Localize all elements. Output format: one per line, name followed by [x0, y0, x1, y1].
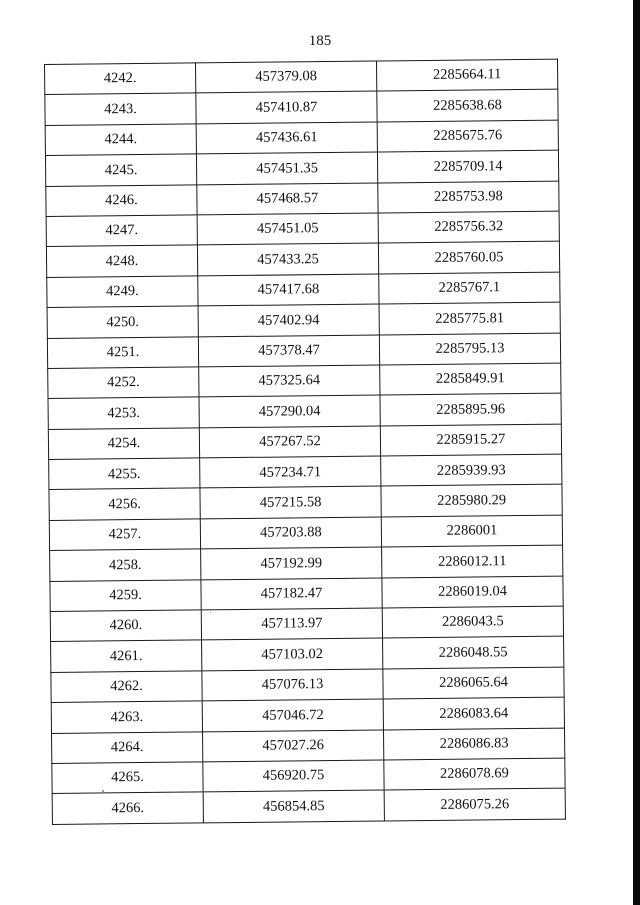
x-coordinate-cell: 457182.47 [201, 578, 382, 610]
y-coordinate-cell: 2286065.64 [383, 667, 564, 699]
x-coordinate-cell: 457451.35 [196, 152, 377, 184]
point-number-cell: 4246. [46, 184, 197, 216]
point-number-cell: 4264. [52, 731, 203, 763]
y-coordinate-cell: 2285980.29 [381, 485, 562, 517]
x-coordinate-cell: 457290.04 [199, 395, 380, 427]
y-coordinate-cell: 2286043.5 [382, 606, 563, 638]
coordinate-table-body [45, 59, 566, 824]
point-number-cell: 4259. [50, 580, 201, 612]
scan-speck [102, 790, 104, 792]
y-coordinate-cell: 2285915.27 [380, 424, 561, 456]
point-number-cell: 4245. [45, 154, 196, 186]
point-number-cell: 4255. [49, 458, 200, 490]
point-number-cell: 4251. [47, 336, 198, 368]
scan-edge [633, 0, 640, 905]
point-number-cell: 4252. [48, 367, 199, 399]
y-coordinate-cell: 2286075.26 [384, 788, 565, 820]
x-coordinate-cell: 457468.57 [197, 183, 378, 215]
point-number-cell: 4248. [46, 245, 197, 277]
y-coordinate-cell: 2285638.68 [377, 90, 558, 122]
y-coordinate-cell: 2285756.32 [378, 211, 559, 243]
y-coordinate-cell: 2285675.76 [377, 120, 558, 152]
table-row [52, 788, 565, 824]
point-number-cell: 4260. [50, 610, 201, 642]
point-number-cell: 4244. [45, 124, 196, 156]
y-coordinate-cell: 2285709.14 [377, 150, 558, 182]
y-coordinate-cell: 2285664.11 [376, 59, 557, 91]
y-coordinate-cell: 2285939.93 [381, 454, 562, 486]
point-number-cell: 4254. [48, 428, 199, 460]
x-coordinate-cell: 457103.02 [202, 638, 383, 670]
x-coordinate-cell: 457433.25 [197, 243, 378, 275]
y-coordinate-cell: 2286078.69 [384, 758, 565, 790]
point-number-cell: 4247. [46, 215, 197, 247]
x-coordinate-cell: 457417.68 [198, 274, 379, 306]
y-coordinate-cell: 2286012.11 [382, 545, 563, 577]
x-coordinate-cell: 457215.58 [200, 486, 381, 518]
point-number-cell: 4250. [47, 306, 198, 338]
x-coordinate-cell: 457325.64 [199, 365, 380, 397]
x-coordinate-cell: 457379.08 [195, 61, 376, 93]
page-number: 185 [308, 33, 332, 49]
y-coordinate-cell: 2285849.91 [380, 363, 561, 395]
coordinate-table [44, 59, 566, 825]
scan-speck [210, 612, 211, 613]
coordinate-table-container [44, 59, 562, 825]
x-coordinate-cell: 457234.71 [200, 456, 381, 488]
x-coordinate-cell: 457046.72 [202, 699, 383, 731]
y-coordinate-cell: 2286001 [381, 515, 562, 547]
point-number-cell: 4261. [51, 640, 202, 672]
point-number-cell: 4266. [52, 792, 203, 824]
y-coordinate-cell: 2285795.13 [379, 333, 560, 365]
x-coordinate-cell: 457192.99 [201, 547, 382, 579]
x-coordinate-cell: 457027.26 [202, 730, 383, 762]
x-coordinate-cell: 457076.13 [202, 669, 383, 701]
x-coordinate-cell: 457378.47 [198, 335, 379, 367]
y-coordinate-cell: 2285767.1 [379, 272, 560, 304]
y-coordinate-cell: 2285775.81 [379, 302, 560, 334]
x-coordinate-cell: 457402.94 [198, 304, 379, 336]
point-number-cell: 4257. [49, 519, 200, 551]
x-coordinate-cell: 457451.05 [197, 213, 378, 245]
y-coordinate-cell: 2286086.83 [383, 728, 564, 760]
x-coordinate-cell: 457410.87 [196, 91, 377, 123]
x-coordinate-cell: 457113.97 [201, 608, 382, 640]
y-coordinate-cell: 2285760.05 [378, 241, 559, 273]
x-coordinate-cell: 457267.52 [199, 426, 380, 458]
y-coordinate-cell: 2286048.55 [383, 637, 564, 669]
point-number-cell: 4243. [45, 93, 196, 125]
x-coordinate-cell: 457203.88 [200, 517, 381, 549]
x-coordinate-cell: 456920.75 [203, 760, 384, 792]
x-coordinate-cell: 457436.61 [196, 122, 377, 154]
point-number-cell: 4263. [51, 701, 202, 733]
y-coordinate-cell: 2286019.04 [382, 576, 563, 608]
y-coordinate-cell: 2285753.98 [378, 181, 559, 213]
point-number-cell: 4253. [48, 397, 199, 429]
point-number-cell: 4265. [52, 762, 203, 794]
x-coordinate-cell: 456854.85 [203, 790, 384, 822]
point-number-cell: 4258. [50, 549, 201, 581]
point-number-cell: 4242. [45, 63, 196, 95]
y-coordinate-cell: 2285895.96 [380, 393, 561, 425]
y-coordinate-cell: 2286083.64 [383, 697, 564, 729]
point-number-cell: 4262. [51, 671, 202, 703]
point-number-cell: 4256. [49, 488, 200, 520]
point-number-cell: 4249. [47, 276, 198, 308]
